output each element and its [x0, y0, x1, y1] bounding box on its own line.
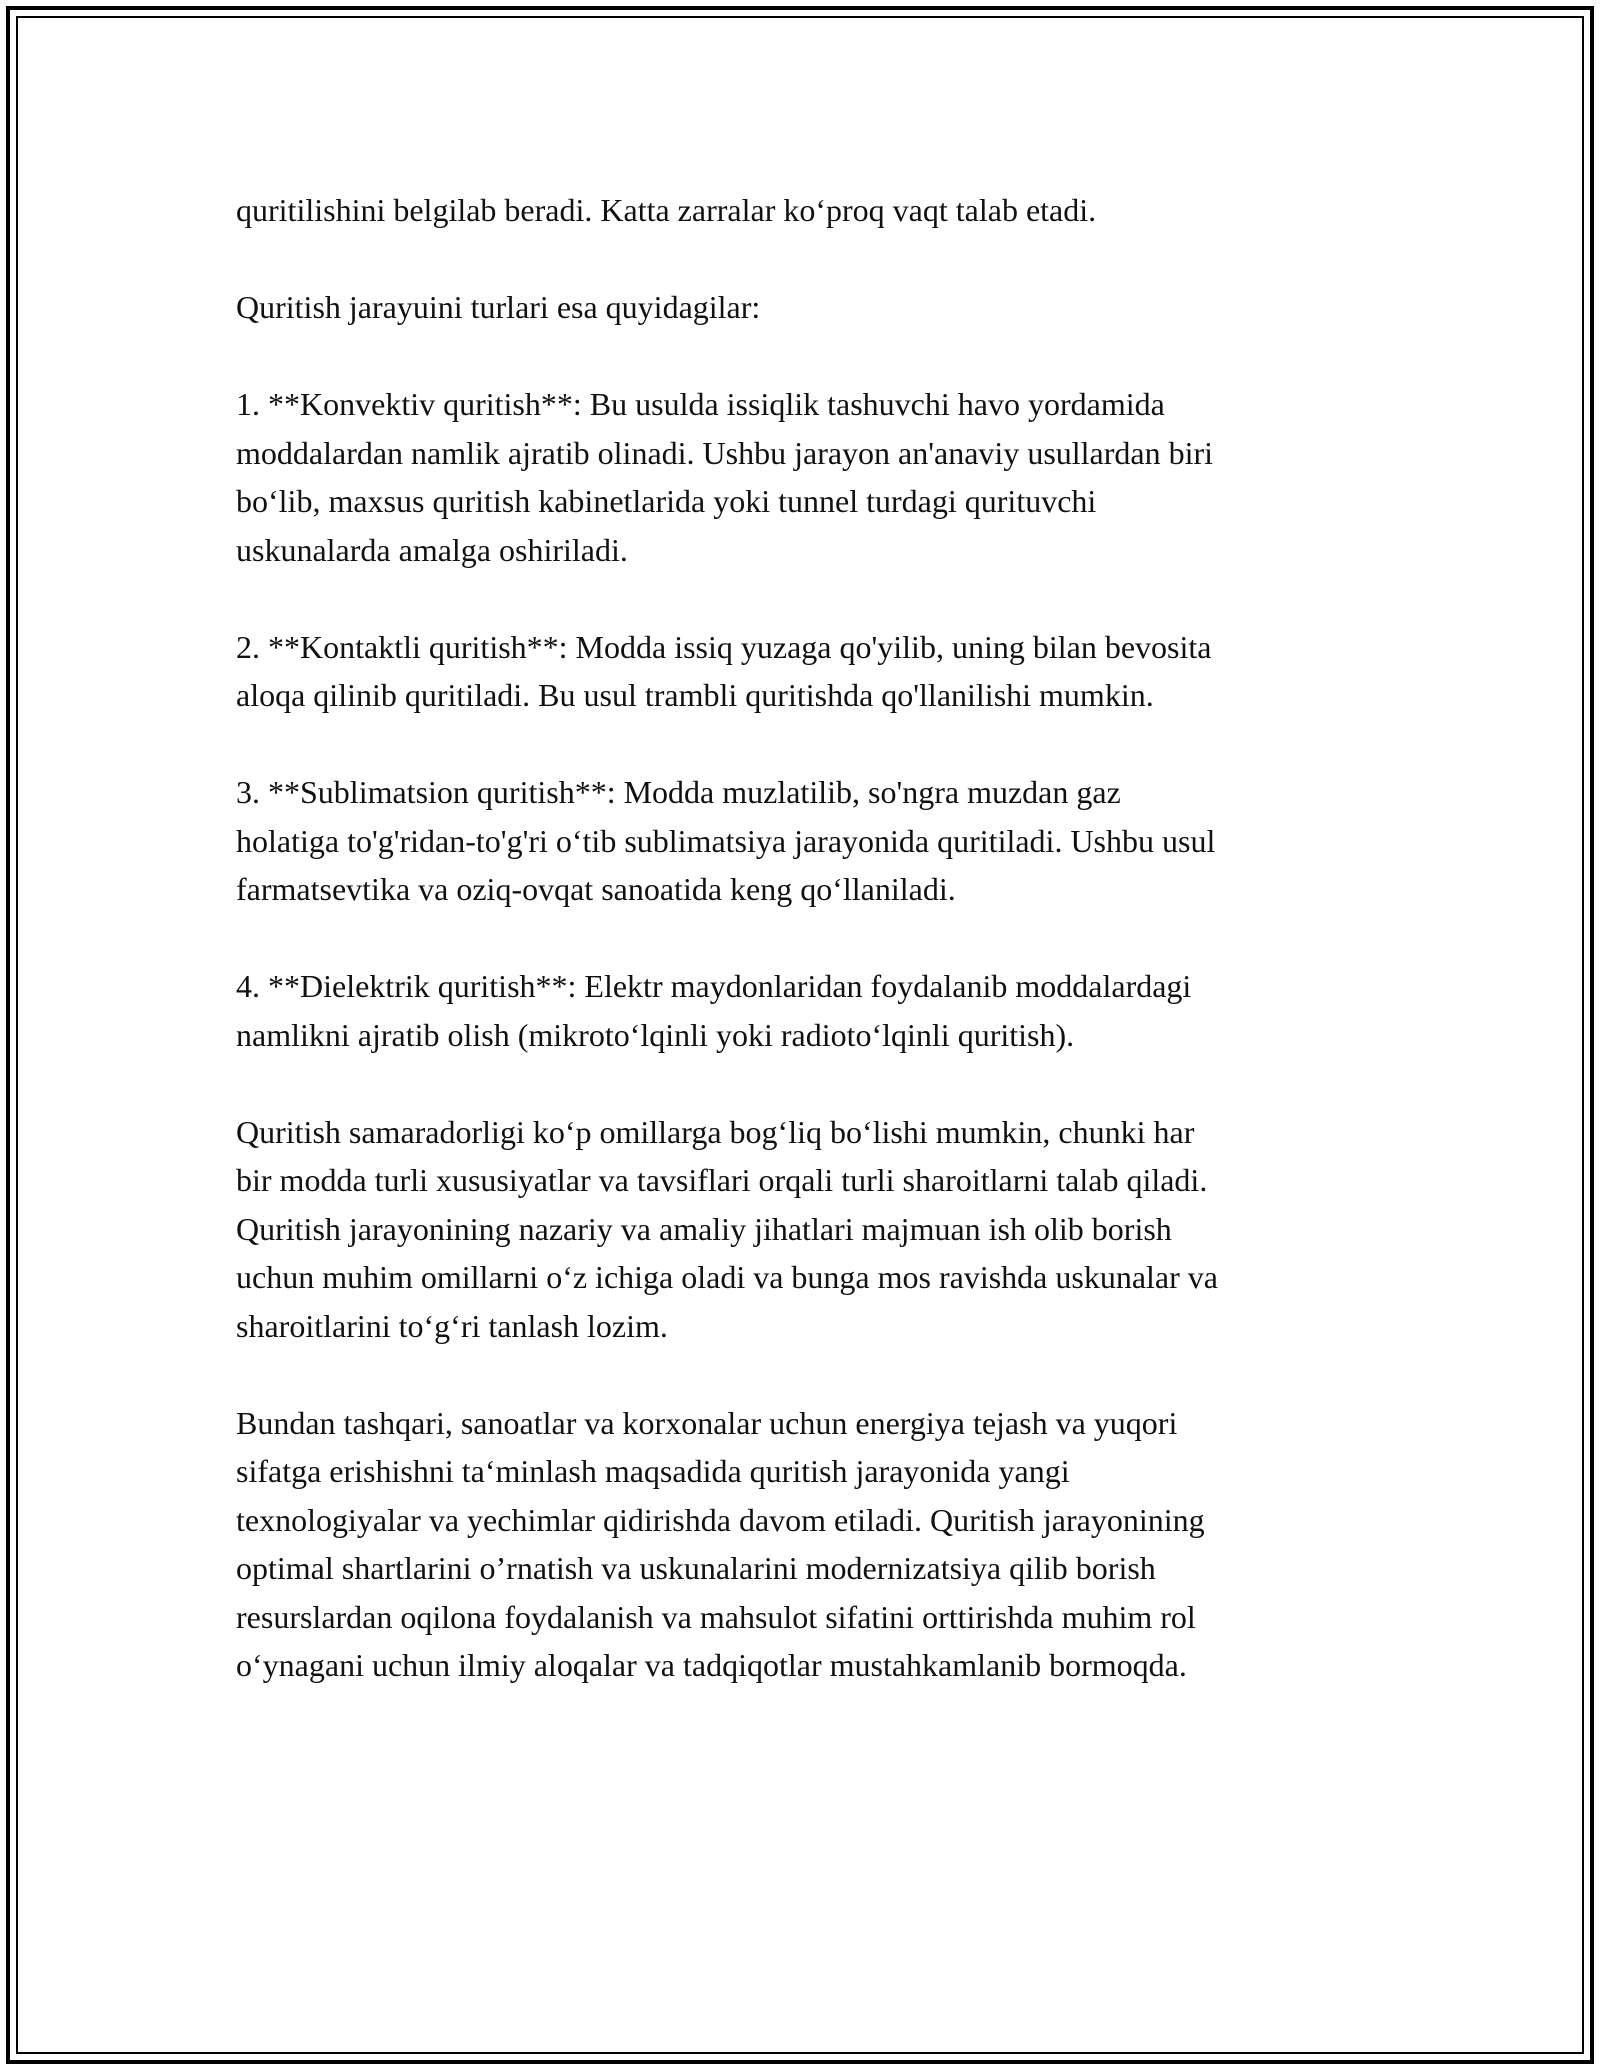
document-body	[236, 186, 1376, 1690]
paragraph-intro-continuation: quritilishini belgilab beradi. Katta zarralar ko‘proq vaqt talab etadi.	[236, 192, 1097, 228]
list-item-sublimation-drying: 3. **Sublimatsion quritish**: Modda muzlatilib, so'ngra muzdan gaz holatiga to'g'ridan-to'g'ri o‘tib sublimatsiya jarayonida quritiladi. Ushbu usul farmatsevtika va oziq-ovqat sanoatida keng qo‘llaniladi.	[236, 774, 1216, 907]
paragraph-drying-efficiency: Quritish samaradorligi ko‘p omillarga bog‘liq bo‘lishi mumkin, chunki har bir modda turli xususiyatlar va tavsiflari orqali turli sharoitlarni talab qiladi. Quritish jarayonining nazariy va amaliy jihatlari majmuan ish olib borish uchun muhim omillarni o‘z ichiga oladi va bunga mos ravishda uskunalar va sharoitlarini to‘g‘ri tanlash lozim.	[236, 1113, 1218, 1344]
list-item-contact-drying: 2. **Kontaktli quritish**: Modda issiq yuzaga qo'yilib, uning bilan bevosita aloqa qilinib quritiladi. Bu usul trambli quritishda qo'llanilishi mumkin.	[236, 628, 1212, 713]
list-item-convective-drying: 1. **Konvektiv quritish**: Bu usulda issiqlik tashuvchi havo yordamida moddalardan namlik ajratib olinadi. Ushbu jarayon an'anaviy usullardan biri bo‘lib, maxsus quritish kabinetlarida yoki tunnel turdagi qurituvchi uskunalarda amalga oshiriladi.	[236, 386, 1214, 568]
paragraph-conclusion: Bundan tashqari, sanoatlar va korxonalar uchun energiya tejash va yuqori sifatga erishishni ta‘minlash maqsadida quritish jarayonida yangi texnologiyalar va yechimlar qidirishda davom etiladi. Quritish jarayonining optimal shartlarini o’rnatish va uskunalarini modernizatsiya qilib borish resurslardan oqilona foydalanish va mahsulot sifatini orttirishda muhim rol o‘ynagani uchun ilmiy aloqalar va tadqiqotlar mustahkamlanib bormoqda.	[236, 1404, 1205, 1683]
list-item-dielectric-drying: 4. **Dielektrik quritish**: Elektr maydonlaridan foydalanib moddalardagi namlikni ajratib olish (mikroto‘lqinli yoki radioto‘lqinli quritish).	[236, 968, 1192, 1053]
paragraph-drying-types-heading: Quritish jarayuini turlari esa quyidagilar:	[236, 289, 761, 325]
